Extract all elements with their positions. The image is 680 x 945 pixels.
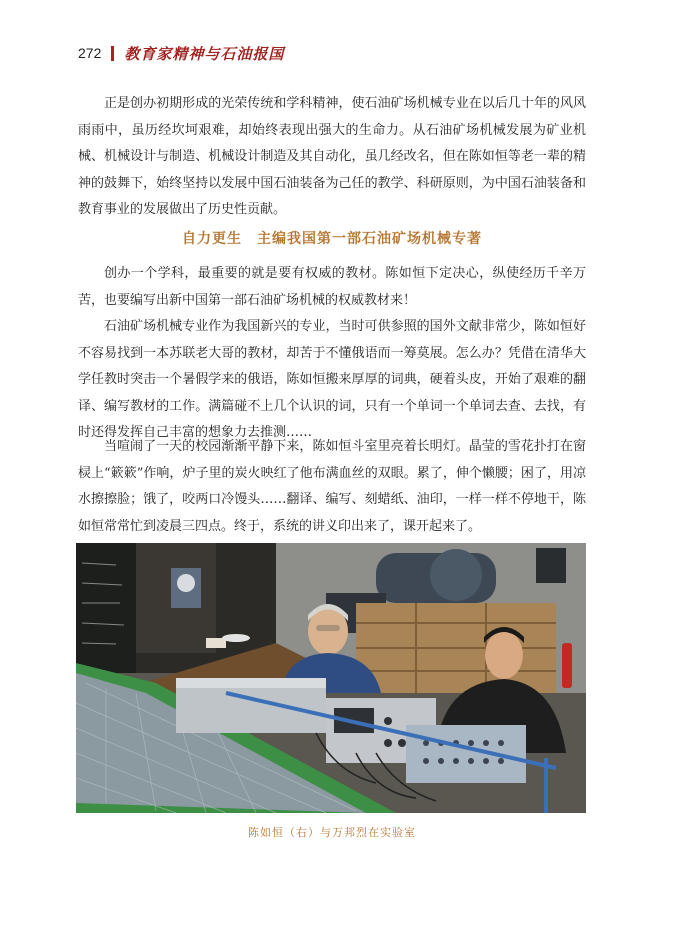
header-divider [111, 46, 114, 61]
running-header [78, 40, 284, 66]
photo-caption: 陈如恒（右）与万邦烈在实验室 [248, 826, 416, 839]
section-heading: 自力更生 主编我国第一部石油矿场机械专著 [182, 231, 482, 247]
page-number: 272 [78, 45, 102, 61]
laboratory-photo [76, 543, 586, 813]
paragraph-4: 当喧闹了一天的校园渐渐平静下来，陈如恒斗室里亮着长明灯。晶莹的雪花扑打在窗棂上“簌簌”作响，炉子里的炭火映红了他布满血丝的双眼。累了，伸个懒腰；困了，用凉水擦擦脸；饿了，咬两口冷馒头……翻译、编写、刻蜡纸、油印，一样一样不停地干，陈如恒常常忙到凌晨三四点。终于，系统的讲义印出来了，课开起来了。 [78, 439, 586, 534]
book-title: 教育家精神与石油报国 [124, 44, 285, 63]
paragraph-3: 石油矿场机械专业作为我国新兴的专业，当时可供参照的国外文献非常少，陈如恒好不容易找到一本苏联老大哥的教材，却苦于不懂俄语而一筹莫展。怎么办？凭借在清华大学任教时突击一个暑假学来的俄语，陈如恒搬来厚厚的词典，硬着头皮，开始了艰难的翻译、编写教材的工作。满篇碰不上几个认识的词，只有一个单词一个单词去查、去找，有时还得发挥自己丰富的想象力去推测…… [78, 319, 586, 441]
paragraph-1: 正是创办初期形成的光荣传统和学科精神，使石油矿场机械专业在以后几十年的风风雨雨中，虽历经坎坷艰难，却始终表现出强大的生命力。从石油矿场机械发展为矿业机械、机械设计与制造、机械设计制造及其自动化，虽几经改名，但在陈如恒等老一辈的精神的鼓舞下，始终坚持以发展中国石油装备为己任的教学、科研原则，为中国石油装备和教育事业的发展做出了历史性贡献。 [78, 96, 586, 218]
paragraph-2: 创办一个学科，最重要的就是要有权威的教材。陈如恒下定决心，纵使经历千辛万苦，也要编写出新中国第一部石油矿场机械的权威教材来！ [78, 266, 586, 308]
